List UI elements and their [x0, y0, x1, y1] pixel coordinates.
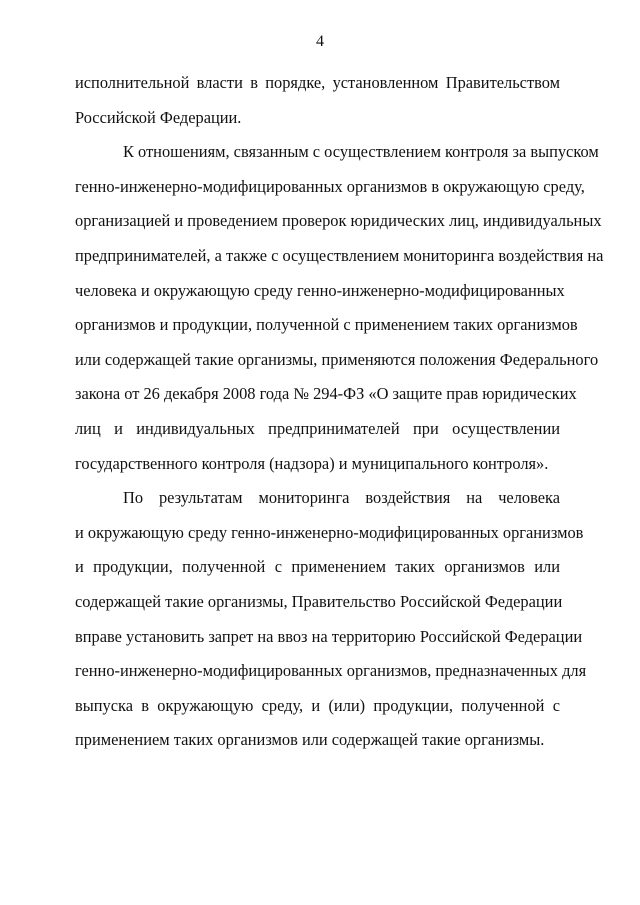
- text-line: исполнительной власти в порядке, установленном Правительством: [75, 73, 560, 92]
- text-line: генно-инженерно-модифицированных организмов, предназначенных для: [75, 661, 587, 681]
- text-line: государственного контроля (надзора) и муниципального контроля».: [75, 453, 549, 473]
- paragraph-1: [75, 66, 560, 135]
- paragraph-2: [75, 135, 604, 481]
- text-line: или содержащей такие организмы, применяются положения Федерального: [75, 349, 599, 369]
- text-line: лиц и индивидуальных предпринимателей при осуществлении: [75, 418, 560, 438]
- text-line: предпринимателей, а также с осуществлением мониторинга воздействия на: [75, 245, 604, 265]
- text-line: и продукции, полученной с применением таких организмов или: [75, 557, 560, 577]
- page-number: 4: [316, 33, 324, 50]
- text-line: По результатам мониторинга воздействия на человека: [123, 488, 560, 508]
- text-line: человека и окружающую среду генно-инженерно-модифицированных: [75, 280, 565, 300]
- document-body: [75, 66, 604, 758]
- text-line: Российской Федерации.: [75, 107, 242, 127]
- text-line: К отношениям, связанным с осуществлением контроля за выпуском: [123, 142, 599, 162]
- text-line: организацией и проведением проверок юридических лиц, индивидуальных: [75, 211, 602, 231]
- text-line: содержащей такие организмы, Правительство Российской Федерации: [75, 591, 563, 611]
- text-line: выпуска в окружающую среду, и (или) продукции, полученной с: [75, 695, 560, 715]
- text-line: применением таких организмов или содержащей такие организмы.: [75, 730, 545, 750]
- text-line: организмов и продукции, полученной с применением таких организмов: [75, 315, 578, 335]
- text-line: и окружающую среду генно-инженерно-модифицированных организмов: [75, 522, 584, 542]
- text-line: закона от 26 декабря 2008 года № 294-ФЗ «О защите прав юридических: [75, 384, 577, 404]
- paragraph-3: [75, 481, 587, 758]
- text-line: генно-инженерно-модифицированных организмов в окружающую среду,: [75, 176, 585, 196]
- text-line: вправе установить запрет на ввоз на территорию Российской Федерации: [75, 626, 583, 646]
